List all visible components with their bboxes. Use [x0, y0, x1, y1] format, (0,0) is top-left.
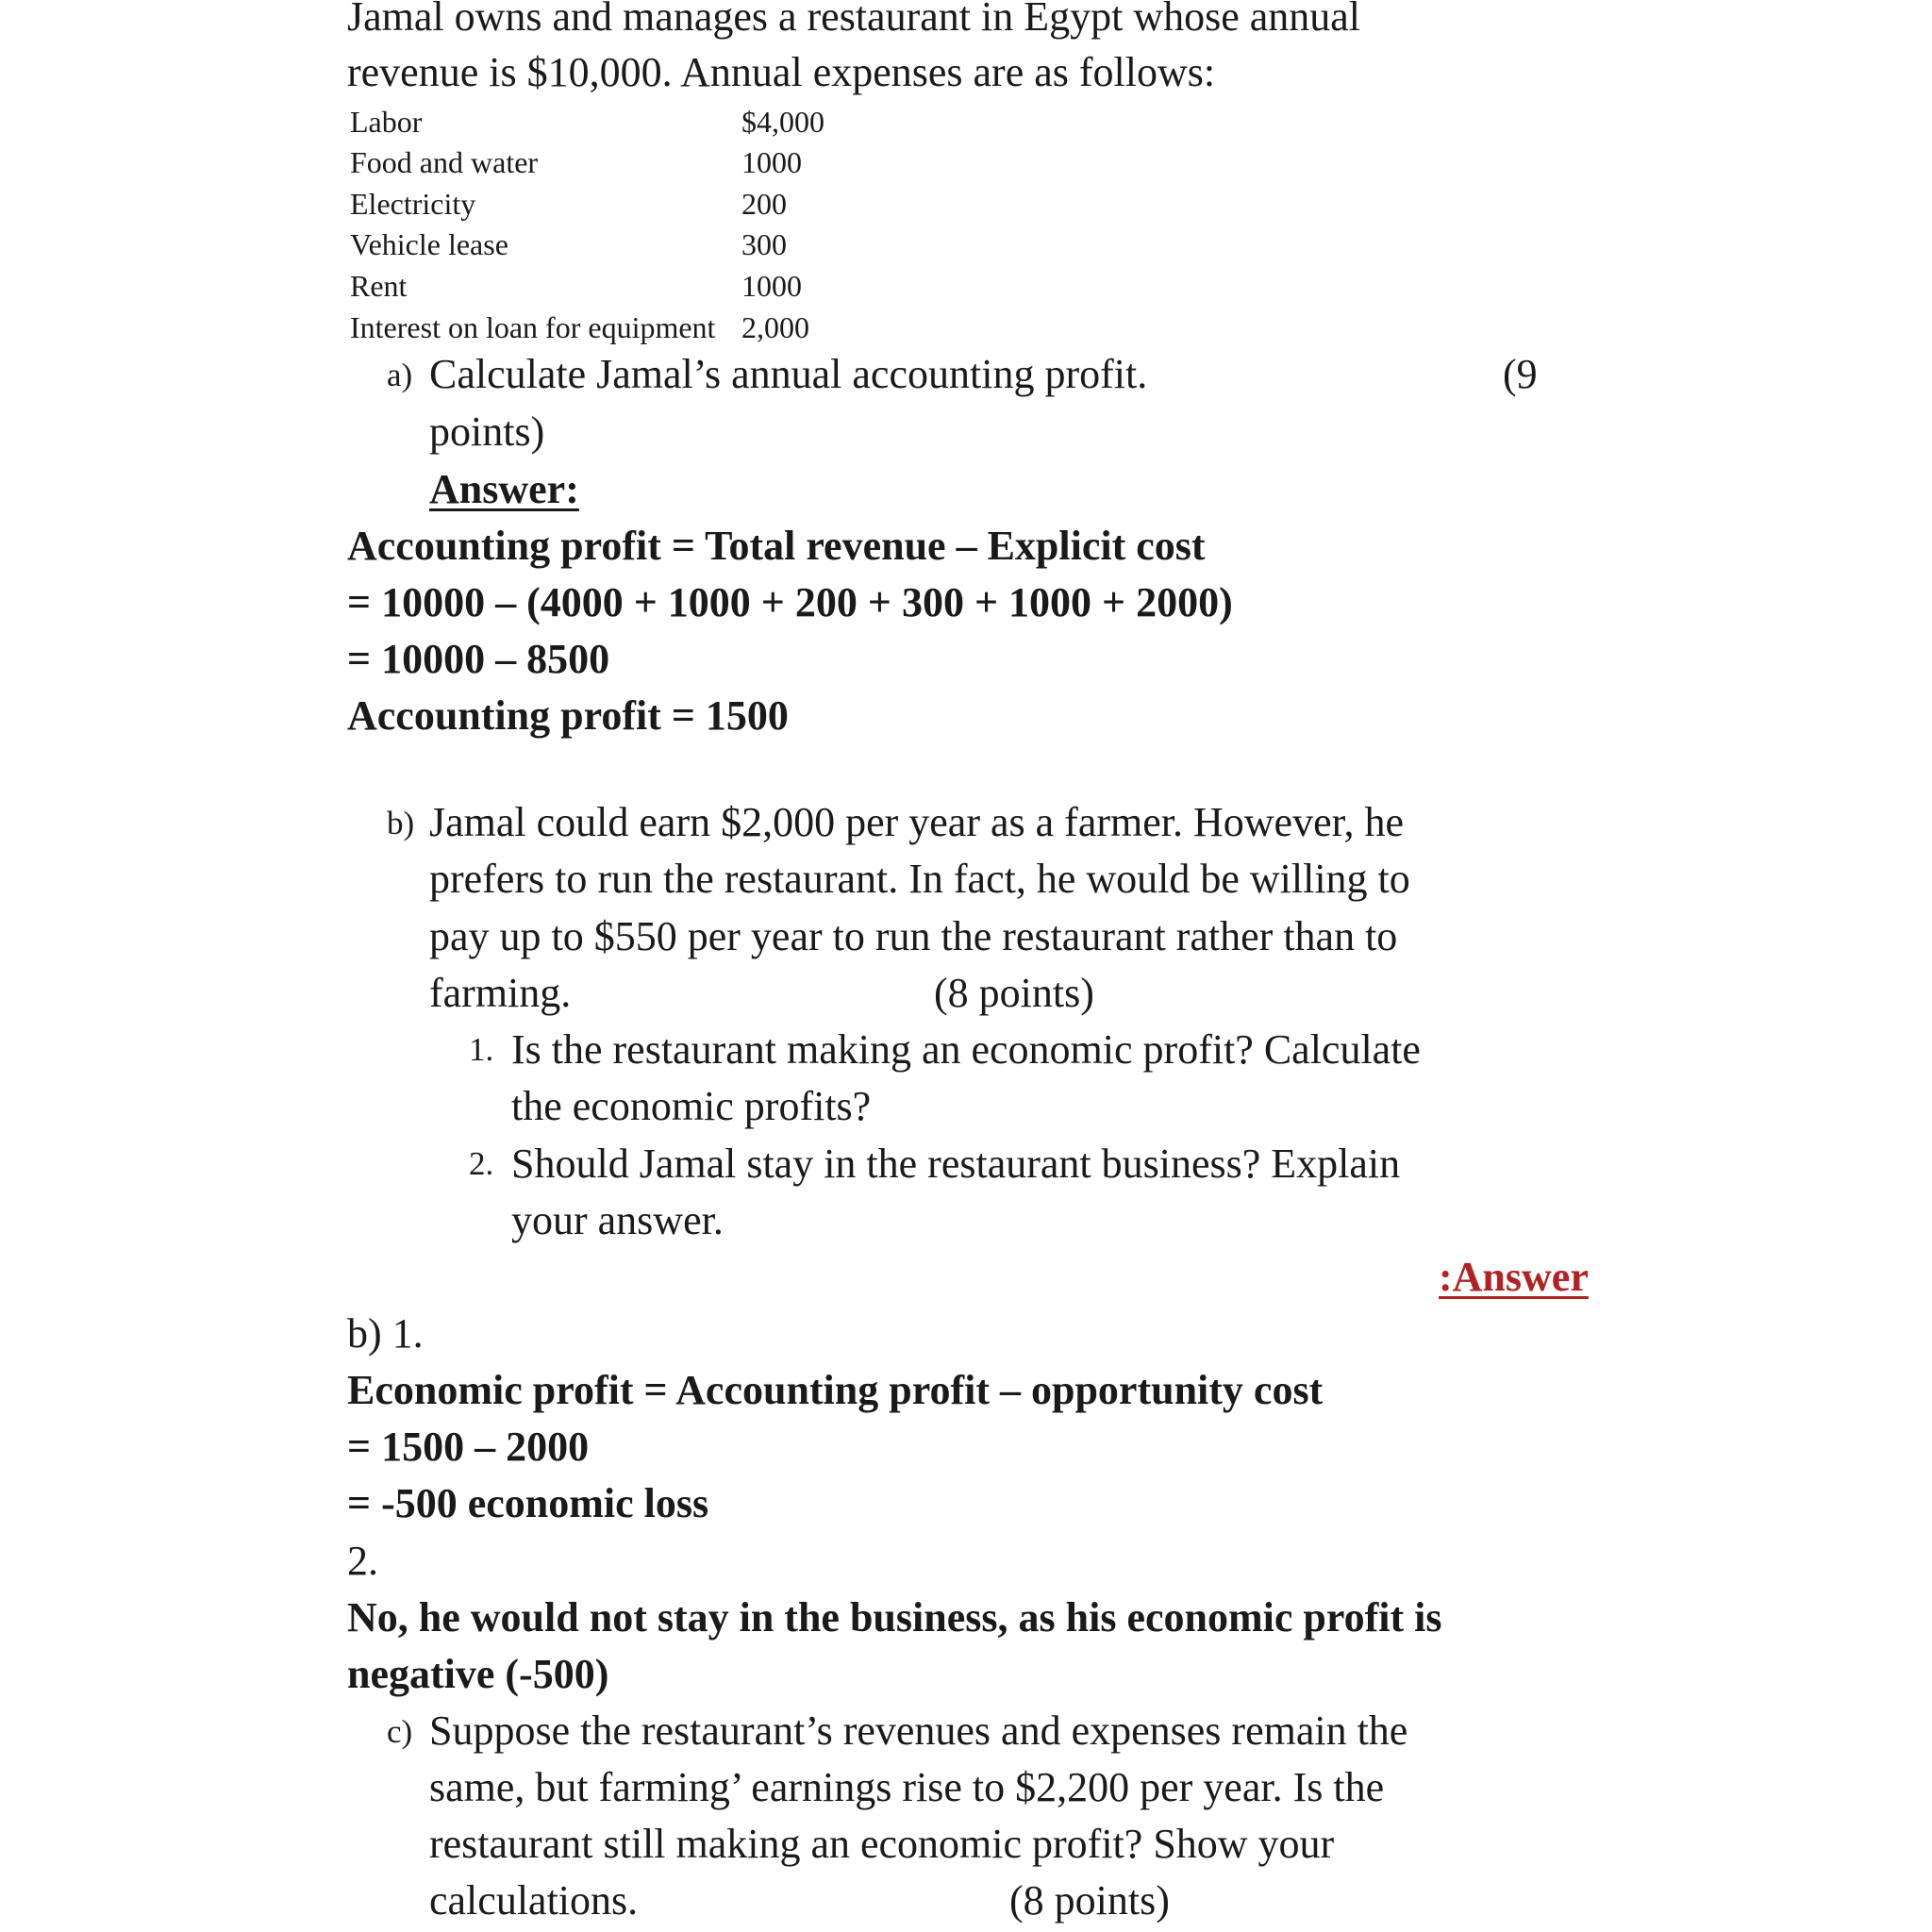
part-a-answer-line: = 10000 – 8500 [347, 636, 610, 682]
part-b-question-line: farming. [429, 970, 572, 1016]
sub-question-line: your answer. [511, 1197, 724, 1243]
sub-question-line: Is the restaurant making an economic profit? Calculate [511, 1026, 1421, 1073]
part-c-question-line: calculations. [429, 1877, 639, 1924]
expense-value: $4,000 [741, 105, 824, 139]
part-b-answer-heading: :Answer [1439, 1254, 1589, 1300]
part-a-answer-line: = 10000 – (4000 + 1000 + 200 + 300 + 1000 + 2000) [347, 579, 1233, 625]
expense-value: 200 [741, 187, 787, 221]
part-a-points: (9 [1503, 351, 1538, 397]
part-a-answer-line: Accounting profit = 1500 [347, 692, 789, 739]
answer-1-label: b) 1. [347, 1310, 424, 1357]
answer-1-line: Economic profit = Accounting profit – opportunity cost [347, 1367, 1324, 1413]
part-c-question-line: same, but farming’ earnings rise to $2,200 per year. Is the [429, 1764, 1385, 1810]
part-a-points-continued: points) [429, 408, 545, 455]
answer-2-label: 2. [347, 1538, 378, 1584]
part-b-points: (8 points) [934, 970, 1094, 1016]
part-a-label: a) [387, 357, 413, 393]
sub-question-line: Should Jamal stay in the restaurant business? Explain [511, 1141, 1401, 1187]
intro-line-2: revenue is $10,000. Annual expenses are as follows: [347, 49, 1216, 95]
expense-value: 1000 [741, 269, 802, 303]
part-c-label: c) [387, 1713, 413, 1750]
part-b-question-line: pay up to $550 per year to run the restaurant rather than to [429, 913, 1398, 959]
sub-question-number: 2. [469, 1145, 494, 1182]
expense-value: 300 [741, 227, 787, 261]
expense-name: Vehicle lease [350, 227, 508, 261]
part-c-question-line: restaurant still making an economic profit? Show your [429, 1821, 1335, 1867]
intro-line-1: Jamal owns and manages a restaurant in Egypt whose annual [347, 0, 1361, 40]
answer-2-line: No, he would not stay in the business, as his economic profit is [347, 1594, 1442, 1641]
expense-value: 2,000 [741, 310, 809, 344]
part-c-points: (8 points) [1009, 1877, 1170, 1924]
expense-value: 1000 [741, 145, 802, 179]
part-c-question-line: Suppose the restaurant’s revenues and expenses remain the [429, 1707, 1408, 1754]
part-b-question-line: Jamal could earn $2,000 per year as a farmer. However, he [429, 799, 1405, 845]
expense-name: Electricity [350, 187, 476, 221]
part-a-answer-heading: Answer: [429, 466, 579, 512]
answer-2-line: negative (-500) [347, 1651, 609, 1697]
part-b-label: b) [387, 805, 415, 841]
sub-question-line: the economic profits? [511, 1083, 872, 1129]
answer-1-line: = 1500 – 2000 [347, 1424, 590, 1470]
expense-name: Labor [350, 105, 423, 139]
expense-name: Rent [350, 269, 408, 303]
answer-1-line: = -500 economic loss [347, 1480, 709, 1526]
expense-name: Interest on loan for equipment [350, 310, 716, 344]
expense-name: Food and water [350, 145, 539, 179]
sub-question-number: 1. [469, 1031, 494, 1068]
part-b-question-line: prefers to run the restaurant. In fact, he would be willing to [429, 856, 1410, 902]
part-a-answer-line: Accounting profit = Total revenue – Explicit cost [347, 523, 1206, 569]
part-a-question: Calculate Jamal’s annual accounting profit. [429, 351, 1148, 397]
